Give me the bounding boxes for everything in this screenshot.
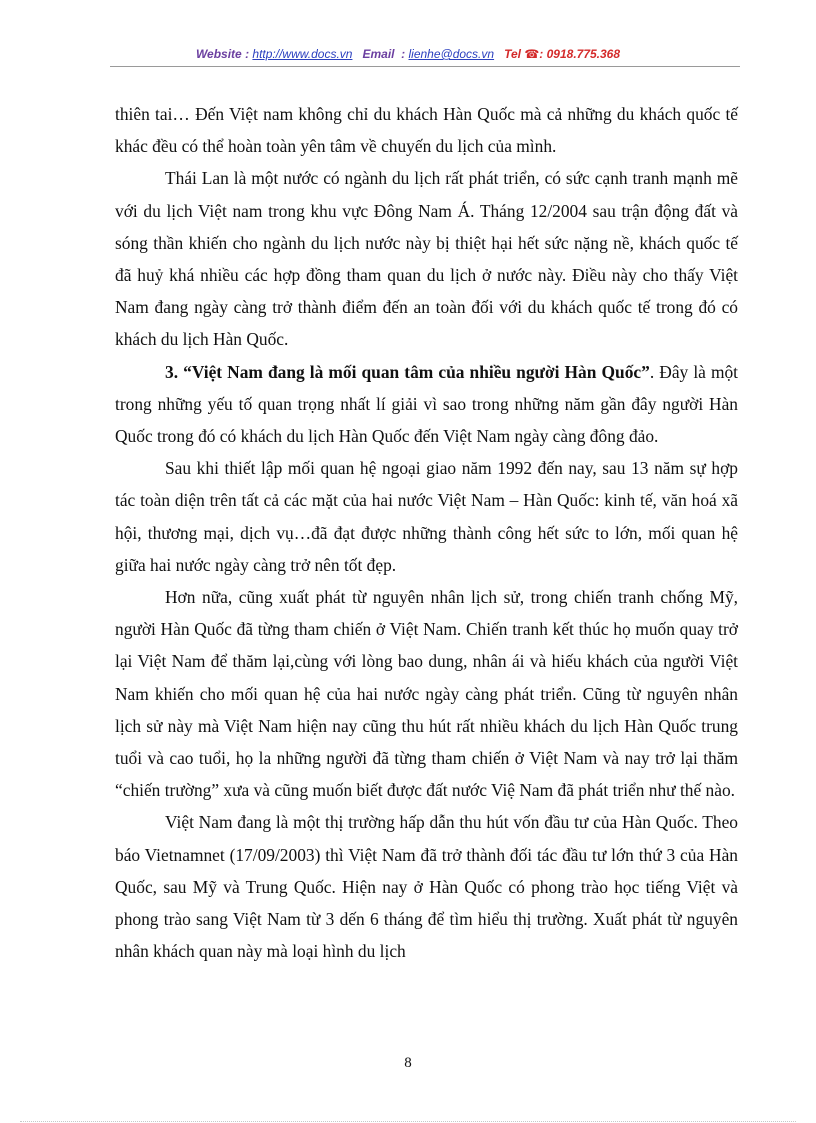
website-label: Website :	[195, 47, 250, 61]
header-divider	[110, 66, 740, 67]
page-number: 8	[404, 1055, 412, 1071]
paragraph-4: Sau khi thiết lập mối quan hệ ngoại giao năm 1992 đến nay, sau 13 năm sự hợp tác toàn diện trên tất cả các mặt của hai nước Việt Nam – Hàn Quốc: kinh tế, văn hoá xã hội, thương mại, dịch vụ…đã đạt được những thành công hết sức to lớn, mối quan hệ giữa hai nước ngày càng trở nên tốt đẹp.	[115, 458, 738, 575]
email-link[interactable]: lienhe@docs.vn	[408, 47, 495, 61]
paragraph-2: Thái Lan là một nước có ngành du lịch rất phát triển, có sức cạnh tranh mạnh mẽ với du lịch Việt nam trong khu vực Đông Nam Á. Tháng 12/2004 sau trận động đất và sóng thần khiến cho ngành du lịch nước này bị thiệt hại hết sức nặng nề, khách quốc tế đã huỷ khá nhiều các hợp đồng tham quan du lịch ở nước này. Điều này cho thấy Việt Nam đang ngày càng trở thành điểm đến an toàn đối với du khách quốc tế trong đó có khách du lịch Hàn Quốc.	[115, 168, 738, 350]
email-label: Email	[362, 47, 395, 61]
phone-icon: ☎	[524, 47, 540, 61]
website-link[interactable]: http://www.docs.vn	[252, 47, 353, 61]
email-separator: :	[401, 47, 406, 61]
document-body	[115, 98, 738, 967]
footer-divider	[20, 1121, 796, 1122]
paragraph-3	[115, 356, 738, 453]
paragraph-3-text: . Đây là một trong những yếu tố quan trọng nhất lí giải vì sao trong những năm gần đây người Hàn Quốc trong đó có khách du lịch Hàn Quốc đến Việt Nam ngày càng đông đảo.	[115, 361, 739, 447]
paragraph-6: Việt Nam đang là một thị trường hấp dẫn thu hút vốn đầu tư của Hàn Quốc. Theo báo Vietnamnet (17/09/2003) thì Việt Nam đã trở thành đối tác đầu tư lớn thứ 3 của Hàn Quốc, sau Mỹ và Trung Quốc. Hiện nay ở Hàn Quốc có phong trào học tiếng Việt và phong trào sang Việt Nam từ 3 dến 6 tháng để tìm hiểu thị trường. Xuất phát từ nguyên nhân khách quan này mà loại hình du lịch	[115, 812, 738, 962]
paragraph-1: thiên tai… Đến Việt nam không chỉ du khách Hàn Quốc mà cả những du khách quốc tế khác đều có thể hoàn toàn yên tâm về chuyến du lịch của mình.	[115, 104, 738, 157]
section-heading: 3. “Việt Nam đang là mối quan tâm của nhiều người Hàn Quốc”	[165, 361, 650, 382]
tel-value: : 0918.775.368	[539, 47, 621, 61]
tel-label: Tel	[504, 47, 521, 61]
page-header	[0, 47, 816, 61]
paragraph-5: Hơn nữa, cũng xuất phát từ nguyên nhân lịch sử, trong chiến tranh chống Mỹ, người Hàn Quốc đã từng tham chiến ở Việt Nam. Chiến tranh kết thúc họ muốn quay trở lại Việt Nam để thăm lại,cùng với lòng bao dung, nhân ái và hiếu khách của người Việt Nam khiến cho mối quan hệ của hai nước ngày càng phát triển. Cũng từ nguyên nhân lịch sử này mà Việt Nam hiện nay cũng thu hút rất nhiều khách du lịch Hàn Quốc trung tuổi và cao tuổi, họ la những người đã từng tham chiến ở Việt Nam và nay trở lại thăm “chiến trường” xưa và cũng muốn biết được đất nước Việ Nam đã phát triển như thế nào.	[115, 587, 738, 801]
